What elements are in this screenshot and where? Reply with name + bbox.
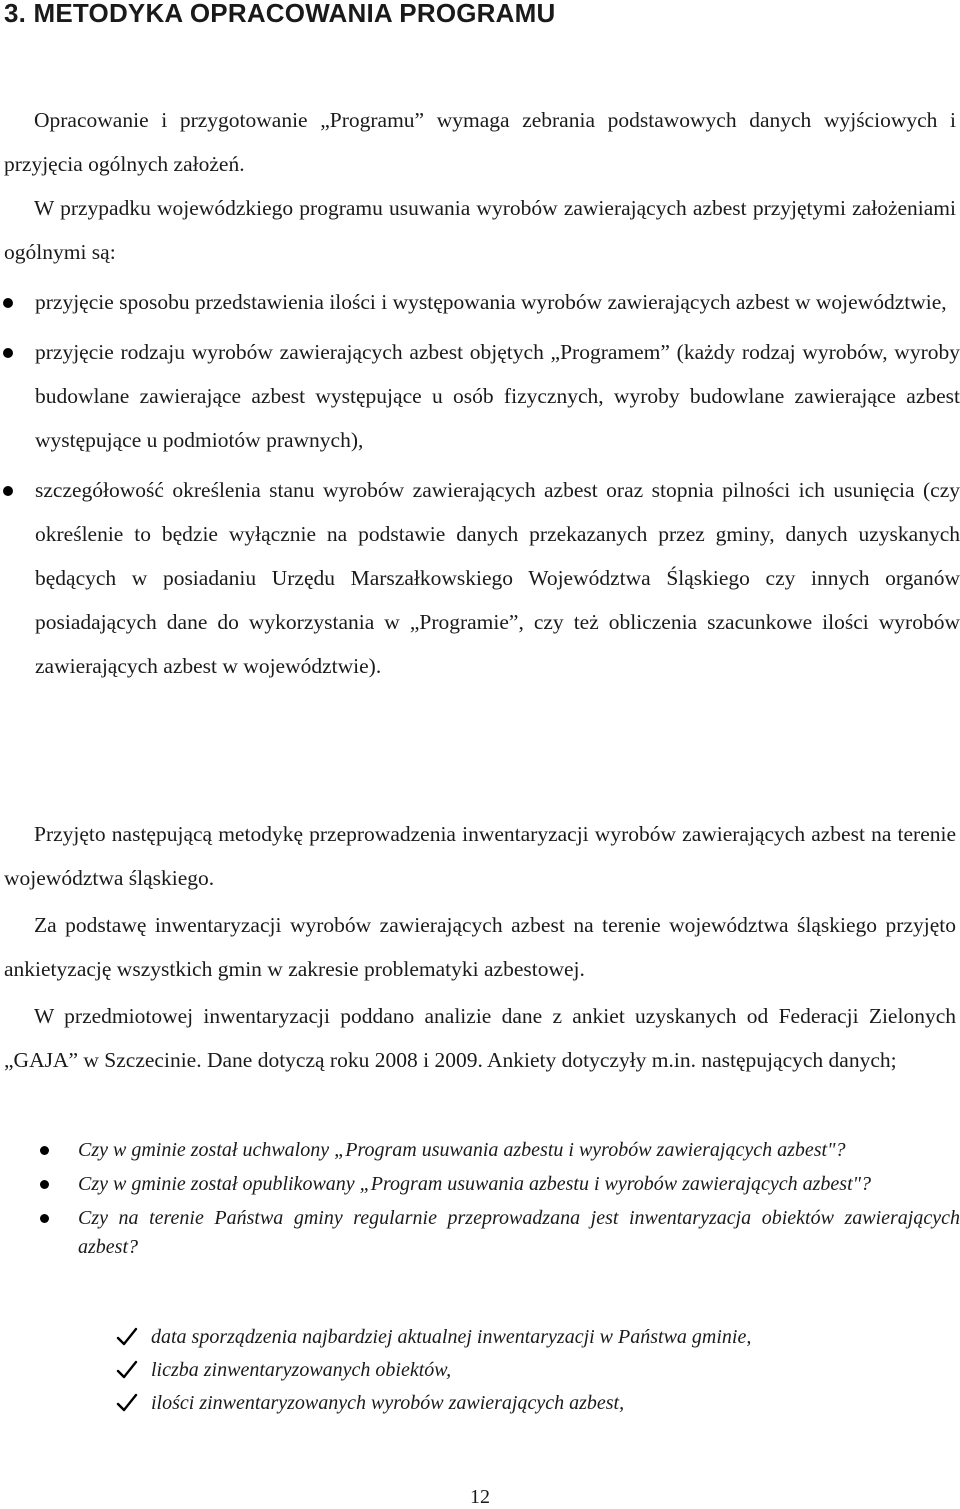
checkmark-icon bbox=[116, 1327, 138, 1347]
assumption-text: przyjęcie rodzaju wyrobów zawierających azbest objętych „Programem” (każdy rodzaj wyrobów, wyroby budowlane zawierające azbest występujące u osób fizycznych, wyroby budowlane zawierające azbest występujące u podmiotów prawnych), bbox=[35, 340, 960, 452]
survey-detail-text: liczba zinwentaryzowanych obiektów, bbox=[151, 1359, 452, 1381]
assumption-text: przyjęcie sposobu przedstawienia ilości i występowania wyrobów zawierających azbest w województwie, bbox=[35, 290, 947, 314]
bullet-icon bbox=[40, 1180, 49, 1189]
intro-paragraph-2: W przypadku wojewódzkiego programu usuwania wyrobów zawierających azbest przyjętymi założeniami ogólnymi są: bbox=[4, 196, 956, 264]
survey-question bbox=[0, 1170, 960, 1199]
checkmark-icon bbox=[116, 1393, 138, 1413]
intro-paragraph-1: Opracowanie i przygotowanie „Programu” wymaga zebrania podstawowych danych wyjściowych i przyjęcia ogólnych założeń. bbox=[4, 108, 956, 176]
bullet-icon bbox=[3, 486, 13, 496]
method-paragraph-1: Przyjęto następującą metodykę przeprowadzenia inwentaryzacji wyrobów zawierających azbest na terenie województwa śląskiego. bbox=[4, 822, 956, 890]
assumption-item bbox=[0, 280, 960, 324]
bullet-icon bbox=[40, 1146, 49, 1155]
bullet-icon bbox=[3, 348, 13, 358]
bullet-icon bbox=[3, 298, 13, 308]
survey-questions-list bbox=[0, 1136, 960, 1267]
method-paragraph-3: W przedmiotowej inwentaryzacji poddano analizie dane z ankiet uzyskanych od Federacji Zielonych „GAJA” w Szczecinie. Dane dotyczą roku 2008 i 2009. Ankiety dotyczyły m.in. następujących danych; bbox=[4, 1004, 956, 1072]
section-heading: 3. METODYKA OPRACOWANIA PROGRAMU bbox=[4, 0, 556, 28]
survey-detail-text: ilości zinwentaryzowanych wyrobów zawierających azbest, bbox=[151, 1392, 625, 1414]
survey-question-text: Czy na terenie Państwa gminy regularnie przeprowadzana jest inwentaryzacja obiektów zawierających azbest? bbox=[78, 1207, 960, 1258]
survey-detail bbox=[0, 1387, 960, 1420]
survey-details-list bbox=[0, 1321, 960, 1420]
method-paragraph-2: Za podstawę inwentaryzacji wyrobów zawierających azbest na terenie województwa śląskiego przyjęto ankietyzację wszystkich gmin w zakresie problematyki azbestowej. bbox=[4, 913, 956, 981]
survey-question-text: Czy w gminie został opublikowany „Program usuwania azbestu i wyrobów zawierających azbest"? bbox=[78, 1173, 872, 1195]
assumption-item bbox=[0, 468, 960, 688]
survey-detail bbox=[0, 1354, 960, 1387]
survey-detail-text: data sporządzenia najbardziej aktualnej inwentaryzacji w Państwa gminie, bbox=[151, 1326, 752, 1348]
survey-question-text: Czy w gminie został uchwalony „Program usuwania azbestu i wyrobów zawierających azbest"? bbox=[78, 1139, 846, 1161]
page-number: 12 bbox=[470, 1486, 490, 1508]
assumption-item bbox=[0, 330, 960, 462]
survey-question bbox=[0, 1204, 960, 1262]
survey-detail bbox=[0, 1321, 960, 1354]
checkmark-icon bbox=[116, 1360, 138, 1380]
assumptions-list bbox=[0, 280, 960, 688]
assumption-text: szczegółowość określenia stanu wyrobów zawierających azbest oraz stopnia pilności ich usunięcia (czy określenie to będzie wyłącznie na podstawie danych przekazanych przez gminy, danych uzyskanych będących w posiadaniu Urzędu Marszałkowskiego Województwa Śląskiego czy innych organów posiadających dane do wykorzystania w „Programie”, czy też obliczenia szacunkowe ilości wyrobów zawierających azbest w województwie). bbox=[35, 478, 960, 678]
survey-question bbox=[0, 1136, 960, 1165]
bullet-icon bbox=[40, 1214, 49, 1223]
